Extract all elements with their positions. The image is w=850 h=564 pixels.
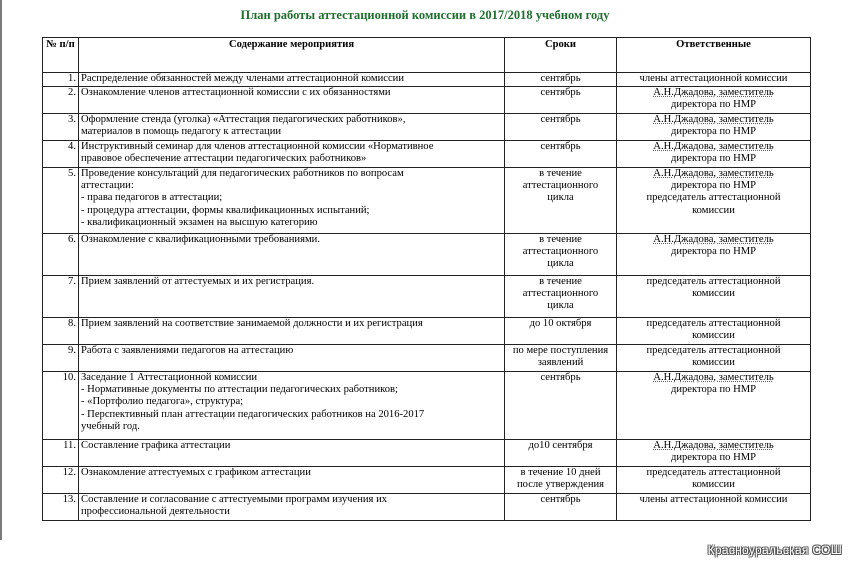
header-content: Содержание мероприятия bbox=[79, 38, 505, 73]
header-responsible: Ответственные bbox=[617, 38, 811, 73]
row-responsible-line: директора по НМР bbox=[670, 153, 757, 165]
row-number: 3. bbox=[43, 114, 79, 141]
table-body bbox=[43, 73, 811, 521]
row-terms-line: аттестационного bbox=[522, 180, 599, 192]
row-terms-line: цикла bbox=[547, 258, 574, 270]
page-left-border bbox=[0, 0, 2, 540]
row-responsible-line: председатель аттестационной bbox=[646, 192, 781, 204]
row-content bbox=[79, 494, 505, 521]
row-content-line: правовое обеспечение аттестации педагогических работников» bbox=[81, 153, 367, 165]
row-responsible-line: директора по НМР bbox=[670, 384, 757, 396]
row-responsible-line: директора по НМР bbox=[670, 246, 757, 258]
table-row bbox=[43, 87, 811, 114]
row-content-line: Проведение консультаций для педагогических работников по вопросам bbox=[81, 168, 404, 179]
row-responsible-line: А.Н.Джадова, заместитель bbox=[653, 87, 774, 98]
row-content-line: учебный год. bbox=[81, 420, 140, 432]
row-responsible-line: комиссии bbox=[692, 479, 735, 491]
row-content-line: Ознакомление членов аттестационной комиссии с их обязанностями bbox=[81, 87, 391, 98]
row-terms-line: сентябрь bbox=[540, 87, 581, 98]
row-responsible bbox=[617, 234, 811, 276]
row-terms-line: до10 сентября bbox=[528, 440, 593, 451]
row-number: 12. bbox=[43, 467, 79, 494]
table-row bbox=[43, 73, 811, 87]
row-content-line: - права педагогов в аттестации; bbox=[81, 192, 223, 204]
row-responsible-line: А.Н.Джадова, заместитель bbox=[653, 141, 774, 152]
row-content bbox=[79, 467, 505, 494]
row-responsible bbox=[617, 73, 811, 87]
row-terms bbox=[505, 276, 617, 318]
row-responsible-line: председатель аттестационной bbox=[646, 467, 781, 478]
row-content bbox=[79, 234, 505, 276]
row-number: 6. bbox=[43, 234, 79, 276]
row-responsible-line: комиссии bbox=[692, 357, 735, 369]
row-content-line: Инструктивный семинар для членов аттестационной комиссии «Нормативное bbox=[81, 141, 434, 152]
row-responsible-line: директора по НМР bbox=[670, 126, 757, 138]
row-content-line: Ознакомление с квалификационными требованиями. bbox=[81, 234, 320, 245]
table-row bbox=[43, 114, 811, 141]
row-responsible-line: директора по НМР bbox=[670, 180, 757, 192]
row-terms bbox=[505, 440, 617, 467]
row-content bbox=[79, 87, 505, 114]
row-content-line: Заседание 1 Аттестационной комиссии bbox=[81, 372, 258, 383]
row-terms bbox=[505, 73, 617, 87]
row-content-line: Составление и согласование с аттестуемыми программ изучения их bbox=[81, 494, 388, 505]
row-responsible bbox=[617, 345, 811, 372]
row-terms-line: цикла bbox=[547, 192, 574, 204]
row-content-line: Ознакомление аттестуемых с графиком аттестации bbox=[81, 467, 311, 478]
row-number: 9. bbox=[43, 345, 79, 372]
row-content-line: - квалификационный экзамен на высшую категорию bbox=[81, 216, 318, 228]
row-content bbox=[79, 372, 505, 440]
row-terms-line: в течение bbox=[539, 168, 582, 179]
row-terms-line: заявлений bbox=[537, 357, 584, 369]
row-content bbox=[79, 345, 505, 372]
row-responsible bbox=[617, 141, 811, 168]
row-responsible bbox=[617, 276, 811, 318]
row-content bbox=[79, 73, 505, 87]
row-terms-line: сентябрь bbox=[540, 114, 581, 125]
row-terms-line: в течение 10 дней bbox=[520, 467, 601, 478]
row-content-line: Распределение обязанностей между членами аттестационной комиссии bbox=[81, 73, 405, 84]
row-content-line: профессиональной деятельности bbox=[81, 506, 230, 518]
row-content-line: Работа с заявлениями педагогов на аттестацию bbox=[81, 345, 294, 356]
row-responsible-line: директора по НМР bbox=[670, 99, 757, 111]
row-responsible-line: члены аттестационной комиссии bbox=[639, 494, 788, 505]
document-title: План работы аттестационной комиссии в 2017/2018 учебном году bbox=[240, 8, 610, 22]
row-terms bbox=[505, 372, 617, 440]
row-responsible-line: А.Н.Джадова, заместитель bbox=[653, 114, 774, 125]
row-responsible-line: комиссии bbox=[692, 330, 735, 342]
row-terms-line: в течение bbox=[539, 276, 582, 287]
header-terms: Сроки bbox=[505, 38, 617, 73]
table-row bbox=[43, 168, 811, 234]
row-responsible-line: члены аттестационной комиссии bbox=[639, 73, 788, 84]
row-terms bbox=[505, 494, 617, 521]
row-number: 11. bbox=[43, 440, 79, 467]
table-header-row bbox=[43, 38, 811, 73]
plan-table bbox=[42, 37, 811, 521]
row-responsible-line: директора по НМР bbox=[670, 452, 757, 464]
row-number: 7. bbox=[43, 276, 79, 318]
row-responsible-line: председатель аттестационной bbox=[646, 345, 781, 356]
row-terms-line: аттестационного bbox=[522, 288, 599, 300]
row-responsible bbox=[617, 168, 811, 234]
watermark: Красноуральская СОШ bbox=[707, 543, 842, 557]
row-terms-line: сентябрь bbox=[540, 141, 581, 152]
row-responsible bbox=[617, 467, 811, 494]
row-content-line: аттестации: bbox=[81, 180, 134, 192]
row-content-line: материалов в помощь педагогу к аттестации bbox=[81, 126, 282, 138]
row-content bbox=[79, 168, 505, 234]
row-content-line: - Перспективный план аттестации педагогических работников на 2016-2017 bbox=[81, 408, 425, 420]
row-content-line: Прием заявлений от аттестуемых и их регистрация. bbox=[81, 276, 315, 287]
row-content-line: - «Портфолио педагога», структура; bbox=[81, 396, 244, 408]
row-terms-line: в течение bbox=[539, 234, 582, 245]
row-terms-line: сентябрь bbox=[540, 73, 581, 84]
table-row bbox=[43, 467, 811, 494]
row-responsible bbox=[617, 114, 811, 141]
row-content bbox=[79, 114, 505, 141]
row-responsible-line: председатель аттестационной bbox=[646, 318, 781, 329]
row-number: 4. bbox=[43, 141, 79, 168]
row-responsible bbox=[617, 494, 811, 521]
row-content-line: Оформление стенда (уголка) «Аттестация педагогических работников», bbox=[81, 114, 406, 125]
row-terms bbox=[505, 114, 617, 141]
row-responsible bbox=[617, 372, 811, 440]
row-terms bbox=[505, 168, 617, 234]
table-row bbox=[43, 345, 811, 372]
row-terms-line: до 10 октября bbox=[529, 318, 592, 329]
table-row bbox=[43, 234, 811, 276]
row-content bbox=[79, 440, 505, 467]
row-responsible bbox=[617, 87, 811, 114]
table-row bbox=[43, 372, 811, 440]
row-terms-line: аттестационного bbox=[522, 246, 599, 258]
row-content-line: Составление графика аттестации bbox=[81, 440, 231, 451]
table-row bbox=[43, 276, 811, 318]
row-responsible-line: председатель аттестационной bbox=[646, 276, 781, 287]
row-terms bbox=[505, 141, 617, 168]
table-row bbox=[43, 440, 811, 467]
row-content-line: - процедура аттестации, формы квалификационных испытаний; bbox=[81, 204, 370, 216]
table-row bbox=[43, 494, 811, 521]
row-number: 10. bbox=[43, 372, 79, 440]
table-row bbox=[43, 141, 811, 168]
row-responsible-line: А.Н.Джадова, заместитель bbox=[653, 440, 774, 451]
row-content bbox=[79, 141, 505, 168]
row-terms-line: по мере поступления bbox=[512, 345, 609, 356]
row-responsible-line: А.Н.Джадова, заместитель bbox=[653, 234, 774, 245]
row-responsible-line: комиссии bbox=[692, 204, 735, 216]
row-responsible-line: комиссии bbox=[692, 288, 735, 300]
row-number: 13. bbox=[43, 494, 79, 521]
row-terms-line: после утверждения bbox=[516, 479, 605, 491]
row-terms bbox=[505, 87, 617, 114]
row-number: 2. bbox=[43, 87, 79, 114]
row-number: 1. bbox=[43, 73, 79, 87]
row-terms-line: сентябрь bbox=[540, 372, 581, 383]
row-responsible bbox=[617, 318, 811, 345]
row-terms bbox=[505, 345, 617, 372]
row-terms bbox=[505, 318, 617, 345]
header-num: № п/п bbox=[43, 38, 79, 73]
row-terms bbox=[505, 234, 617, 276]
row-number: 5. bbox=[43, 168, 79, 234]
row-content-line: - Нормативные документы по аттестации педагогических работников; bbox=[81, 384, 398, 396]
row-responsible bbox=[617, 440, 811, 467]
row-content bbox=[79, 318, 505, 345]
table-row bbox=[43, 318, 811, 345]
row-terms-line: цикла bbox=[547, 300, 574, 312]
row-terms bbox=[505, 467, 617, 494]
row-content-line: Прием заявлений на соответствие занимаемой должности и их регистрация bbox=[81, 318, 423, 329]
row-responsible-line: А.Н.Джадова, заместитель bbox=[653, 372, 774, 383]
row-content bbox=[79, 276, 505, 318]
row-terms-line: сентябрь bbox=[540, 494, 581, 505]
row-number: 8. bbox=[43, 318, 79, 345]
row-responsible-line: А.Н.Джадова, заместитель bbox=[653, 168, 774, 179]
